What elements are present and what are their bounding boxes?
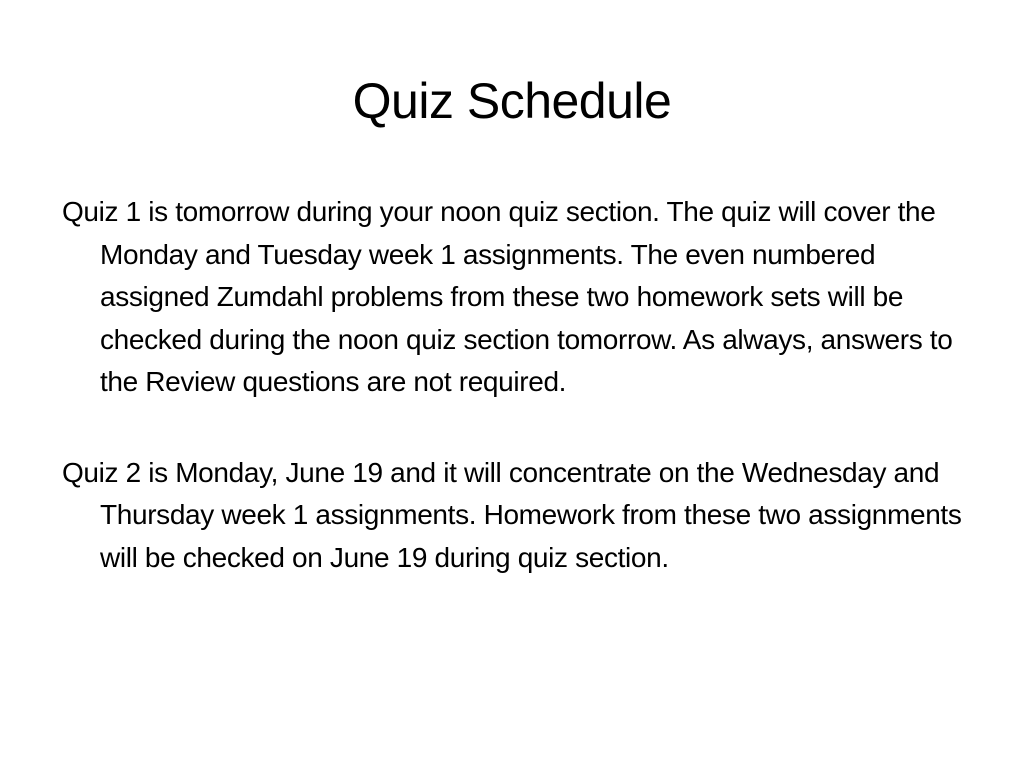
slide-body [62,191,962,627]
paragraph-quiz-2: Quiz 2 is Monday, June 19 and it will concentrate on the Wednesday and Thursday week 1 assignments. Homework from these two assignments will be checked on June 19 during quiz section. [62,456,962,573]
paragraph-quiz-1: Quiz 1 is tomorrow during your noon quiz section. The quiz will cover the Monday and Tuesday week 1 assignments. The even numbered assigned Zumdahl problems from these two homework sets will be checked during the noon quiz section tomorrow. As always, answers to the Review questions are not required. [62,196,953,397]
slide-title: Quiz Schedule [352,73,672,129]
